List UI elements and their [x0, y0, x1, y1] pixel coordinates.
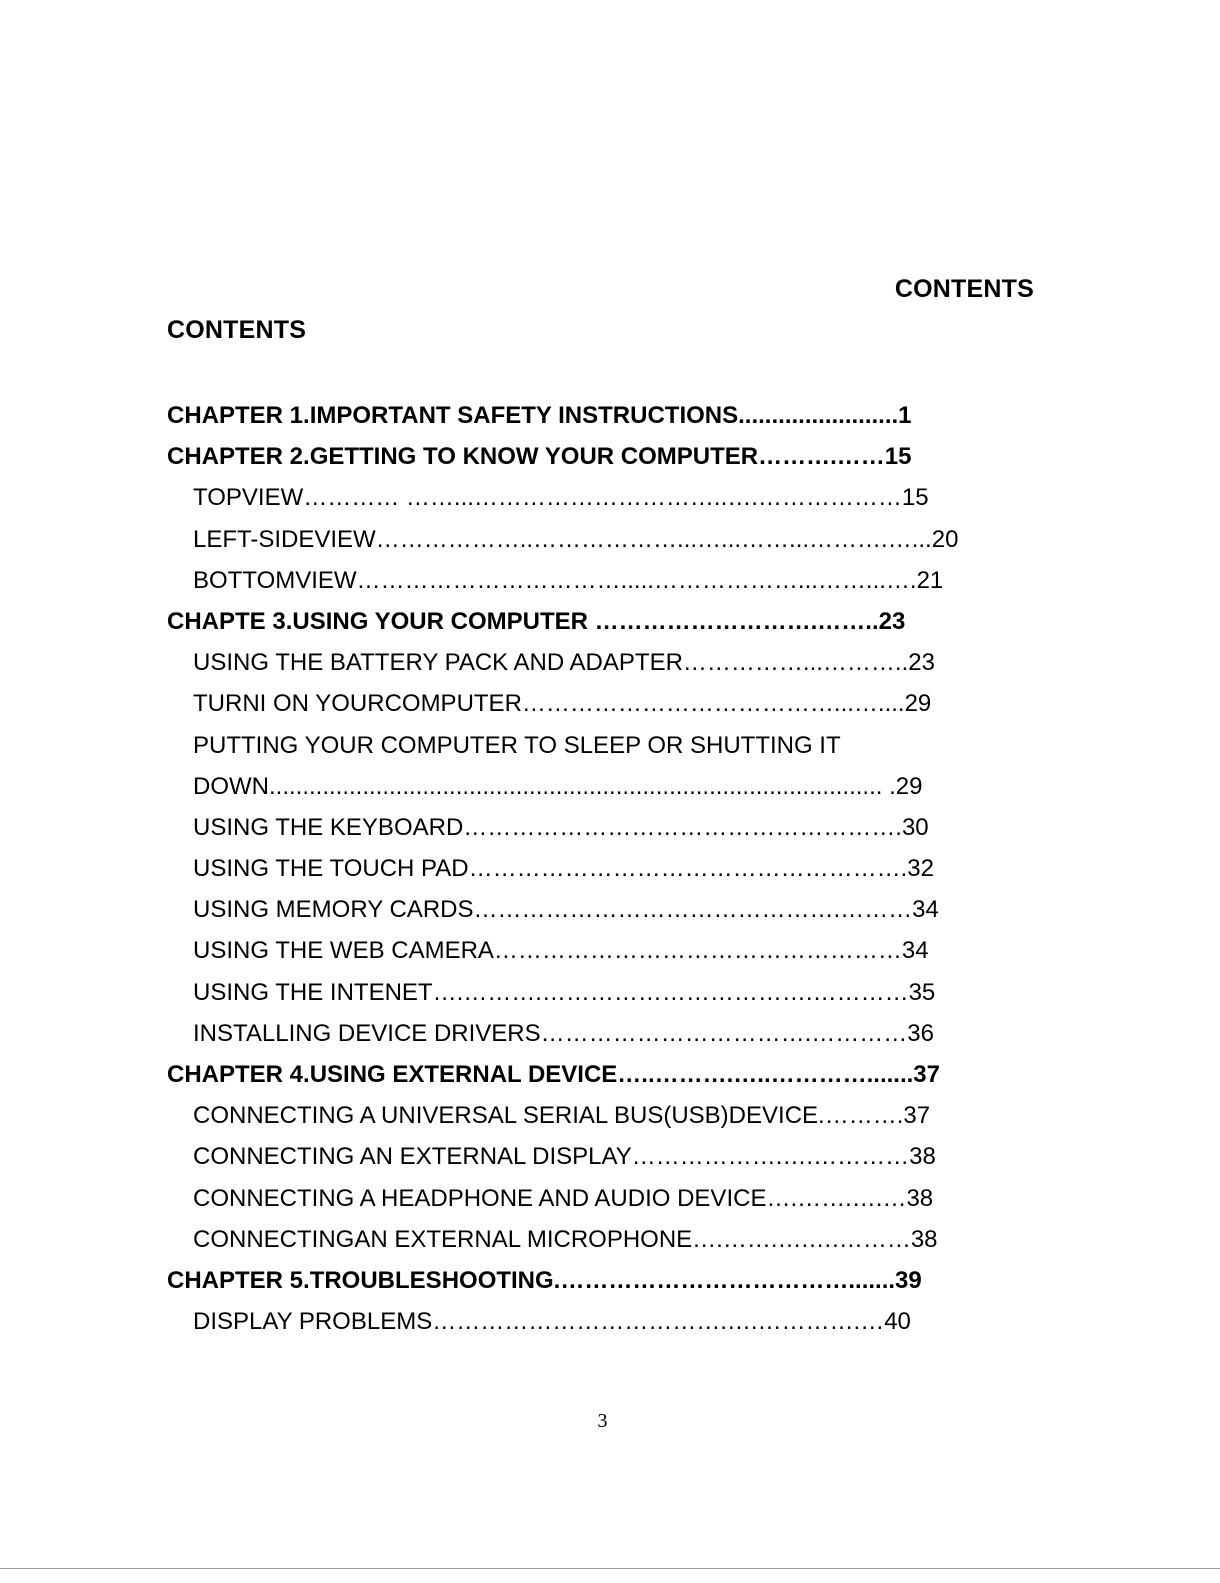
page-number: 3 — [597, 1410, 608, 1432]
toc-entry: USING MEMORY CARDS……………………………………….………34 — [193, 896, 939, 924]
toc-entry: CONNECTINGAN EXTERNAL MICROPHONE….…….….….………38 — [193, 1225, 938, 1253]
toc-entry: INSTALLING DEVICE DRIVERS…………………………….…………36 — [193, 1019, 934, 1047]
toc-entry: USING THE BATTERY PACK AND ADAPTER……………...………..23 — [193, 649, 935, 677]
toc-entry: PUTTING YOUR COMPUTER TO SLEEP OR SHUTTING IT — [193, 731, 841, 759]
toc-entry: USING THE KEYBOARD……………………………………………….30 — [193, 813, 929, 841]
toc-entry: CHAPTER 2.GETTING TO KNOW YOUR COMPUTER……….……15 — [167, 443, 912, 471]
running-header: CONTENTS — [894, 275, 1034, 303]
toc-entry: DOWN............................................................................................ .29 — [193, 772, 923, 800]
toc-entry: CHAPTER 5.TROUBLESHOOTING.……………………………….......39 — [167, 1266, 922, 1294]
toc-entry: BOTTOMVIEW…………………………….....………………...……...….21 — [193, 566, 944, 594]
toc-entry: CHAPTER 1.IMPORTANT SAFETY INSTRUCTIONS........................1 — [167, 402, 912, 429]
toc-entry: CONNECTING A UNIVERSAL SERIAL BUS(USB)DEVICE.……….37 — [193, 1102, 931, 1130]
table-of-contents — [167, 395, 1047, 1342]
toc-entry: CHAPTER 4.USING EXTERNAL DEVICE…..……….…..………….......37 — [167, 1061, 941, 1088]
toc-entry: USING THE TOUCH PAD……………………………………………….32 — [193, 855, 934, 883]
page-title: CONTENTS — [167, 316, 307, 344]
toc-entry: LEFT-SIDEVIEW………………..………………...…...……...……….…...20 — [193, 525, 959, 553]
toc-entry: TOPVIEW………… ……...…………………………..….………………15 — [193, 484, 929, 512]
toc-entry: USING THE INTENET….……….…………………………….…………35 — [193, 978, 936, 1006]
bottom-divider — [0, 1568, 1220, 1569]
toc-entry: USING THE WEB CAMERA……………………………………………34 — [193, 937, 929, 965]
toc-entry: DISPLAY PROBLEMS……………………………….….………….…40 — [193, 1308, 911, 1336]
toc-entry: TURNI ON YOURCOMPUTER…………………………………...…....29 — [193, 690, 932, 718]
toc-entry: CHAPTE 3.USING YOUR COMPUTER ……………………….……..23 — [167, 607, 906, 635]
toc-entry: CONNECTING AN EXTERNAL DISPLAY……………….….…………38 — [193, 1143, 936, 1171]
toc-entry: CONNECTING A HEADPHONE AND AUDIO DEVICE….…….….…38 — [193, 1184, 934, 1212]
